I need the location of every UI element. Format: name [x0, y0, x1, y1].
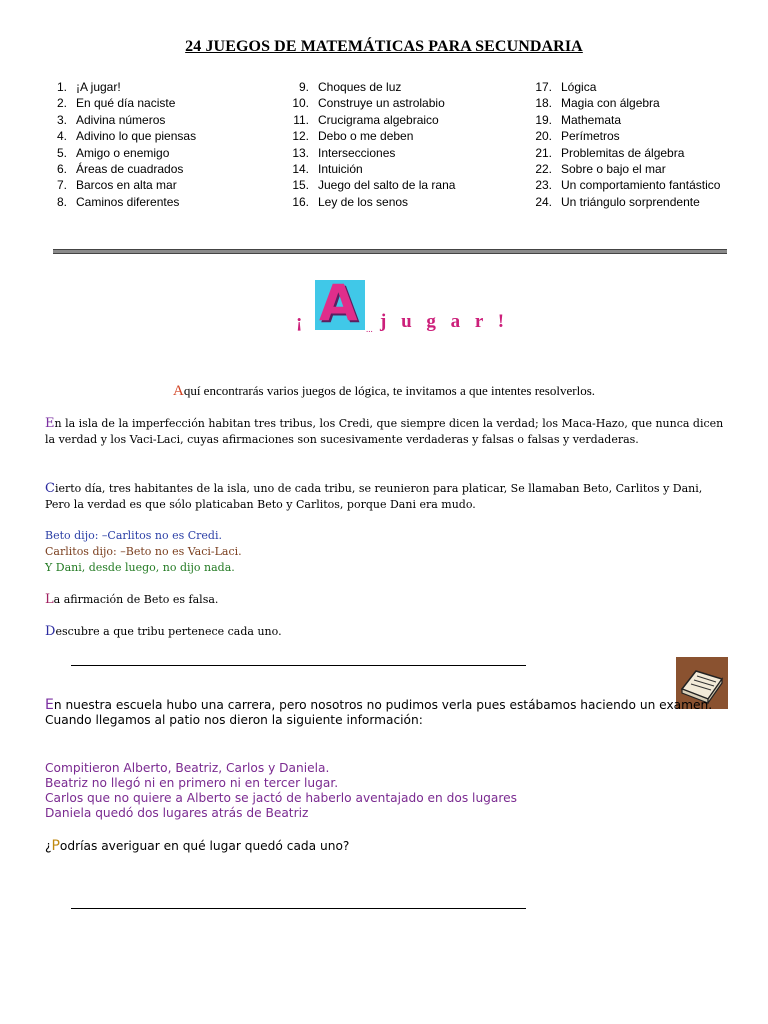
toc-item: 5. Amigo o enemigo [56, 145, 170, 160]
clue-line: Daniela quedó dos lugares atrás de Beatriz [45, 806, 309, 820]
toc-item: 8. Caminos diferentes [56, 194, 180, 209]
toc-item: 6. Áreas de cuadrados [56, 162, 184, 177]
toc-item: 22. Sobre o bajo el mar [535, 162, 666, 177]
clue-line: Compitieron Alberto, Beatriz, Carlos y Daniela. [45, 761, 330, 775]
clue-line: Carlos que no quiere a Alberto se jactó de haberlo aventajado en dos lugares [45, 791, 517, 805]
intro-text: Aquí encontrarás varios juegos de lógica, te invitamos a que intentes resolverlos. [172, 383, 596, 399]
toc-item: 12. Debo o me deben [292, 129, 414, 144]
toc-item: 10. Construye un astrolabio [292, 96, 445, 111]
toc-item: 11. Crucigrama algebraico [293, 112, 439, 127]
toc-item: 4. Adivino lo que piensas [56, 129, 197, 144]
puzzle1-paragraph-4: Descubre a que tribu pertenece cada uno. [45, 624, 282, 639]
puzzle1-dialogue [45, 528, 725, 576]
dialogue-carlitos: Carlitos dijo: –Beto no es Vaci-Laci. [45, 545, 242, 558]
puzzle1-paragraph-2: Cierto día, tres habitantes de la isla, uno de cada tribu, se reunieron para platicar, Se llamaban Beto, Carlitos y Dani, Pero la verdad es que sólo platicaban Beto y Carlitos, porque Dani era mudo. [45, 481, 703, 511]
puzzle2-clues [45, 761, 735, 821]
toc-item: 18. Magia con álgebra [535, 96, 660, 111]
toc-column-1 [45, 79, 196, 210]
toc-column-3 [530, 79, 720, 210]
toc-item: 1. ¡A jugar! [56, 80, 121, 94]
answer-line-1 [71, 665, 526, 666]
toc-item: 7. Barcos en alta mar [56, 178, 177, 193]
toc-item: 15. Juego del salto de la rana [292, 178, 456, 193]
answer-line-2 [71, 908, 526, 909]
heading-text: j u g a r ! [380, 311, 510, 332]
toc-item: 20. Perímetros [535, 129, 620, 144]
heading-dots: ... [366, 324, 373, 334]
heading-exclamation: ¡ [296, 311, 303, 332]
puzzle1-paragraph-3: La afirmación de Beto es falsa. [45, 592, 219, 607]
clue-line: Beatriz no llegó ni en primero ni en tercer lugar. [45, 776, 339, 790]
section-divider [53, 249, 727, 254]
puzzle2-paragraph-1: En nuestra escuela hubo una carrera, pero nosotros no pudimos verla pues estábamos haciendo un examen. Cuando llegamos al patio nos dieron la siguiente información: [45, 697, 713, 727]
toc-item: 3. Adivina números [56, 112, 166, 127]
puzzle2-question: ¿Podrías averiguar en qué lugar quedó cada uno? [45, 838, 350, 854]
toc-item: 13. Intersecciones [292, 145, 396, 160]
a-logo-icon: A [315, 280, 365, 330]
toc-item: 14. Intuición [292, 162, 363, 177]
page-title: 24 JUEGOS DE MATEMÁTICAS PARA SECUNDARIA [185, 38, 583, 55]
toc-column-2 [287, 79, 455, 210]
toc-item: 9. Choques de luz [298, 80, 402, 94]
puzzle1-paragraph-1: En la isla de la imperfección habitan tres tribus, los Credi, que siempre dicen la verdad; los Maca-Hazo, que nunca dicen la verdad y los Vaci-Laci, cuyas afirmaciones son sucesivamente verdaderas y falsas o falsas y verdaderas. [45, 416, 724, 446]
toc-item: 24. Un triángulo sorprendente [535, 194, 700, 209]
toc-item: 21. Problemitas de álgebra [535, 145, 685, 160]
toc-item: 2. En qué día naciste [56, 96, 176, 111]
toc-item: 16. Ley de los senos [292, 194, 409, 209]
dialogue-beto: Beto dijo: –Carlitos no es Credi. [45, 529, 222, 542]
toc-item: 19. Mathemata [535, 112, 622, 127]
toc-item: 17. Lógica [535, 80, 597, 94]
toc-item: 23. Un comportamiento fantástico [535, 178, 721, 193]
section-heading [0, 274, 768, 338]
dialogue-dani: Y Dani, desde luego, no dijo nada. [45, 561, 235, 574]
